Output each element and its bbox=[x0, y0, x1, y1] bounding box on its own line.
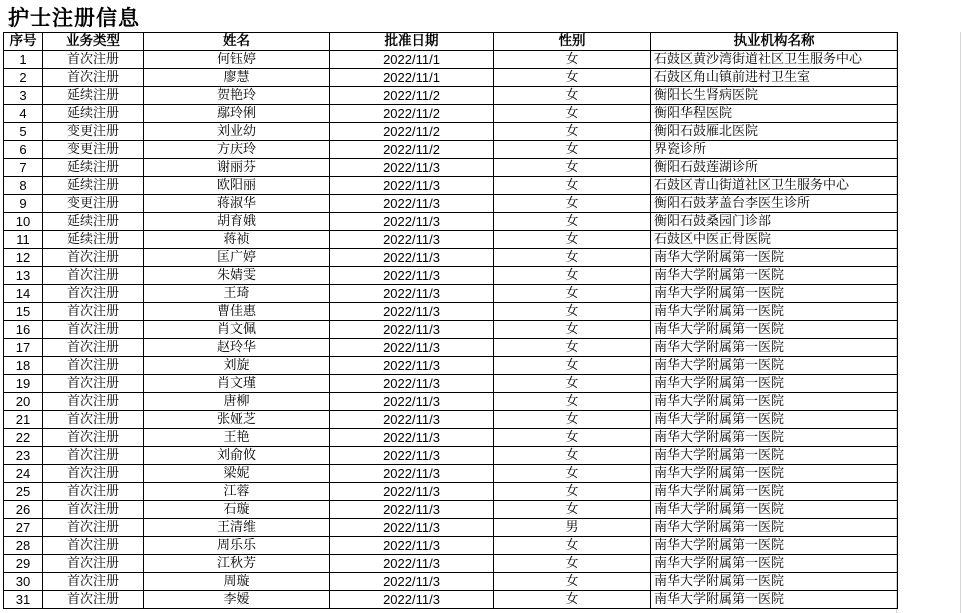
header-institution[interactable]: 执业机构名称 bbox=[651, 33, 898, 51]
table-row bbox=[4, 267, 898, 285]
cell-index[interactable]: 27 bbox=[4, 519, 43, 537]
cell-approval-date[interactable]: 2022/11/3 bbox=[330, 249, 494, 267]
cell-gender[interactable]: 女 bbox=[494, 573, 651, 591]
cell-approval-date[interactable]: 2022/11/2 bbox=[330, 105, 494, 123]
cell-institution[interactable]: 衡阳石鼓雁北医院 bbox=[651, 123, 898, 141]
cell-gender[interactable]: 女 bbox=[494, 177, 651, 195]
cell-institution[interactable]: 衡阳华程医院 bbox=[651, 105, 898, 123]
cell-institution[interactable]: 南华大学附属第一医院 bbox=[651, 411, 898, 429]
cell-index[interactable]: 24 bbox=[4, 465, 43, 483]
cell-name[interactable]: 王清维 bbox=[144, 519, 330, 537]
cell-institution[interactable]: 衡阳石鼓茅盖台李医生诊所 bbox=[651, 195, 898, 213]
table-row bbox=[4, 177, 898, 195]
cell-index[interactable]: 29 bbox=[4, 555, 43, 573]
cell-index[interactable]: 10 bbox=[4, 213, 43, 231]
cell-gender[interactable]: 女 bbox=[494, 537, 651, 555]
cell-institution[interactable]: 石鼓区青山街道社区卫生服务中心 bbox=[651, 177, 898, 195]
table-row bbox=[4, 141, 898, 159]
cell-approval-date[interactable]: 2022/11/3 bbox=[330, 285, 494, 303]
cell-approval-date[interactable]: 2022/11/3 bbox=[330, 501, 494, 519]
cell-approval-date[interactable]: 2022/11/3 bbox=[330, 213, 494, 231]
cell-institution[interactable]: 南华大学附属第一医院 bbox=[651, 483, 898, 501]
cell-index[interactable]: 6 bbox=[4, 141, 43, 159]
cell-approval-date[interactable]: 2022/11/3 bbox=[330, 321, 494, 339]
cell-institution[interactable]: 石鼓区黄沙湾街道社区卫生服务中心 bbox=[651, 51, 898, 69]
cell-gender[interactable]: 女 bbox=[494, 87, 651, 105]
cell-gender[interactable]: 女 bbox=[494, 141, 651, 159]
cell-gender[interactable]: 女 bbox=[494, 231, 651, 249]
cell-approval-date[interactable]: 2022/11/3 bbox=[330, 177, 494, 195]
cell-business-type[interactable]: 首次注册 bbox=[43, 483, 144, 501]
cell-approval-date[interactable]: 2022/11/1 bbox=[330, 69, 494, 87]
cell-approval-date[interactable]: 2022/11/3 bbox=[330, 447, 494, 465]
cell-institution[interactable]: 南华大学附属第一医院 bbox=[651, 249, 898, 267]
cell-institution[interactable]: 石鼓区中医正骨医院 bbox=[651, 231, 898, 249]
cell-name[interactable]: 梁妮 bbox=[144, 465, 330, 483]
cell-institution[interactable]: 衡阳石鼓莲湖诊所 bbox=[651, 159, 898, 177]
header-gender[interactable]: 性别 bbox=[494, 33, 651, 51]
cell-institution[interactable]: 南华大学附属第一医院 bbox=[651, 303, 898, 321]
cell-gender[interactable]: 女 bbox=[494, 483, 651, 501]
header-index[interactable]: 序号 bbox=[4, 33, 43, 51]
cell-business-type[interactable]: 首次注册 bbox=[43, 357, 144, 375]
cell-name[interactable]: 王琦 bbox=[144, 285, 330, 303]
cell-business-type[interactable]: 延续注册 bbox=[43, 87, 144, 105]
cell-business-type[interactable]: 首次注册 bbox=[43, 519, 144, 537]
cell-institution[interactable]: 南华大学附属第一医院 bbox=[651, 393, 898, 411]
cell-business-type[interactable]: 首次注册 bbox=[43, 267, 144, 285]
cell-index[interactable]: 21 bbox=[4, 411, 43, 429]
cell-institution[interactable]: 衡阳长生肾病医院 bbox=[651, 87, 898, 105]
cell-gender[interactable]: 女 bbox=[494, 159, 651, 177]
cell-name[interactable]: 肖文瑾 bbox=[144, 375, 330, 393]
cell-name[interactable]: 方庆玲 bbox=[144, 141, 330, 159]
nurse-registration-table bbox=[3, 32, 898, 609]
cell-gender[interactable]: 女 bbox=[494, 411, 651, 429]
cell-business-type[interactable]: 首次注册 bbox=[43, 393, 144, 411]
cell-gender[interactable]: 女 bbox=[494, 69, 651, 87]
cell-approval-date[interactable]: 2022/11/3 bbox=[330, 195, 494, 213]
cell-index[interactable]: 2 bbox=[4, 69, 43, 87]
cell-business-type[interactable]: 首次注册 bbox=[43, 555, 144, 573]
cell-gender[interactable]: 女 bbox=[494, 285, 651, 303]
cell-gender[interactable]: 女 bbox=[494, 339, 651, 357]
cell-business-type[interactable]: 首次注册 bbox=[43, 591, 144, 609]
cell-name[interactable]: 肖文佩 bbox=[144, 321, 330, 339]
cell-institution[interactable]: 南华大学附属第一医院 bbox=[651, 501, 898, 519]
cell-institution[interactable]: 南华大学附属第一医院 bbox=[651, 375, 898, 393]
cell-gender[interactable]: 女 bbox=[494, 465, 651, 483]
cell-index[interactable]: 8 bbox=[4, 177, 43, 195]
cell-approval-date[interactable]: 2022/11/3 bbox=[330, 429, 494, 447]
cell-index[interactable]: 23 bbox=[4, 447, 43, 465]
cell-gender[interactable]: 女 bbox=[494, 303, 651, 321]
cell-business-type[interactable]: 首次注册 bbox=[43, 69, 144, 87]
cell-approval-date[interactable]: 2022/11/3 bbox=[330, 267, 494, 285]
table-row bbox=[4, 591, 898, 609]
cell-name[interactable]: 江蓉 bbox=[144, 483, 330, 501]
header-approval-date[interactable]: 批准日期 bbox=[330, 33, 494, 51]
cell-business-type[interactable]: 延续注册 bbox=[43, 231, 144, 249]
cell-gender[interactable]: 女 bbox=[494, 429, 651, 447]
table-row bbox=[4, 231, 898, 249]
cell-business-type[interactable]: 首次注册 bbox=[43, 573, 144, 591]
cell-name[interactable]: 蒋淑华 bbox=[144, 195, 330, 213]
cell-business-type[interactable]: 首次注册 bbox=[43, 501, 144, 519]
cell-approval-date[interactable]: 2022/11/3 bbox=[330, 339, 494, 357]
cell-index[interactable]: 28 bbox=[4, 537, 43, 555]
cell-approval-date[interactable]: 2022/11/3 bbox=[330, 555, 494, 573]
cell-name[interactable]: 何钰婷 bbox=[144, 51, 330, 69]
cell-gender[interactable]: 女 bbox=[494, 375, 651, 393]
cell-institution[interactable]: 南华大学附属第一医院 bbox=[651, 555, 898, 573]
cell-gender[interactable]: 女 bbox=[494, 447, 651, 465]
cell-gender[interactable]: 男 bbox=[494, 519, 651, 537]
table-row bbox=[4, 321, 898, 339]
table-row bbox=[4, 375, 898, 393]
cell-institution[interactable]: 南华大学附属第一医院 bbox=[651, 519, 898, 537]
cell-business-type[interactable]: 首次注册 bbox=[43, 375, 144, 393]
cell-index[interactable]: 13 bbox=[4, 267, 43, 285]
table-row bbox=[4, 501, 898, 519]
cell-index[interactable]: 17 bbox=[4, 339, 43, 357]
cell-approval-date[interactable]: 2022/11/3 bbox=[330, 159, 494, 177]
cell-index[interactable]: 26 bbox=[4, 501, 43, 519]
cell-index[interactable]: 12 bbox=[4, 249, 43, 267]
cell-business-type[interactable]: 首次注册 bbox=[43, 339, 144, 357]
cell-name[interactable]: 谢丽芬 bbox=[144, 159, 330, 177]
cell-approval-date[interactable]: 2022/11/3 bbox=[330, 375, 494, 393]
cell-gender[interactable]: 女 bbox=[494, 357, 651, 375]
cell-name[interactable]: 刘旋 bbox=[144, 357, 330, 375]
cell-index[interactable]: 1 bbox=[4, 51, 43, 69]
cell-name[interactable]: 石璇 bbox=[144, 501, 330, 519]
cell-business-type[interactable]: 首次注册 bbox=[43, 303, 144, 321]
cell-index[interactable]: 7 bbox=[4, 159, 43, 177]
cell-institution[interactable]: 南华大学附属第一医院 bbox=[651, 429, 898, 447]
table-row bbox=[4, 195, 898, 213]
cell-gender[interactable]: 女 bbox=[494, 321, 651, 339]
table-row bbox=[4, 105, 898, 123]
cell-approval-date[interactable]: 2022/11/3 bbox=[330, 537, 494, 555]
cell-name[interactable]: 刘俞攸 bbox=[144, 447, 330, 465]
cell-index[interactable]: 3 bbox=[4, 87, 43, 105]
cell-institution[interactable]: 南华大学附属第一医院 bbox=[651, 357, 898, 375]
table-row bbox=[4, 51, 898, 69]
cell-index[interactable]: 15 bbox=[4, 303, 43, 321]
cell-name[interactable]: 鄢玲俐 bbox=[144, 105, 330, 123]
table-row bbox=[4, 357, 898, 375]
cell-approval-date[interactable]: 2022/11/2 bbox=[330, 87, 494, 105]
cell-business-type[interactable]: 延续注册 bbox=[43, 159, 144, 177]
cell-name[interactable]: 唐柳 bbox=[144, 393, 330, 411]
cell-approval-date[interactable]: 2022/11/3 bbox=[330, 357, 494, 375]
cell-institution[interactable]: 南华大学附属第一医院 bbox=[651, 285, 898, 303]
cell-name[interactable]: 周乐乐 bbox=[144, 537, 330, 555]
cell-institution[interactable]: 南华大学附属第一医院 bbox=[651, 573, 898, 591]
cell-business-type[interactable]: 变更注册 bbox=[43, 141, 144, 159]
cell-approval-date[interactable]: 2022/11/3 bbox=[330, 573, 494, 591]
cell-name[interactable]: 王艳 bbox=[144, 429, 330, 447]
cell-institution[interactable]: 南华大学附属第一医院 bbox=[651, 321, 898, 339]
cell-business-type[interactable]: 首次注册 bbox=[43, 285, 144, 303]
cell-business-type[interactable]: 首次注册 bbox=[43, 321, 144, 339]
cell-institution[interactable]: 石鼓区角山镇前进村卫生室 bbox=[651, 69, 898, 87]
cell-business-type[interactable]: 首次注册 bbox=[43, 537, 144, 555]
cell-institution[interactable]: 衡阳石鼓桑园门诊部 bbox=[651, 213, 898, 231]
cell-name[interactable]: 匡广婷 bbox=[144, 249, 330, 267]
cell-name[interactable]: 江秋芳 bbox=[144, 555, 330, 573]
cell-approval-date[interactable]: 2022/11/3 bbox=[330, 483, 494, 501]
cell-name[interactable]: 蒋祯 bbox=[144, 231, 330, 249]
table-row bbox=[4, 393, 898, 411]
cell-business-type[interactable]: 延续注册 bbox=[43, 177, 144, 195]
cell-institution[interactable]: 南华大学附属第一医院 bbox=[651, 537, 898, 555]
cell-index[interactable]: 19 bbox=[4, 375, 43, 393]
cell-business-type[interactable]: 延续注册 bbox=[43, 105, 144, 123]
cell-approval-date[interactable]: 2022/11/3 bbox=[330, 303, 494, 321]
cell-gender[interactable]: 女 bbox=[494, 249, 651, 267]
cell-business-type[interactable]: 首次注册 bbox=[43, 249, 144, 267]
cell-gender[interactable]: 女 bbox=[494, 51, 651, 69]
cell-approval-date[interactable]: 2022/11/3 bbox=[330, 465, 494, 483]
cell-approval-date[interactable]: 2022/11/3 bbox=[330, 231, 494, 249]
cell-institution[interactable]: 南华大学附属第一医院 bbox=[651, 267, 898, 285]
table-row bbox=[4, 87, 898, 105]
cell-business-type[interactable]: 变更注册 bbox=[43, 195, 144, 213]
table-row bbox=[4, 213, 898, 231]
cell-approval-date[interactable]: 2022/11/3 bbox=[330, 519, 494, 537]
table-row bbox=[4, 537, 898, 555]
table-row bbox=[4, 555, 898, 573]
cell-business-type[interactable]: 延续注册 bbox=[43, 213, 144, 231]
table-row bbox=[4, 159, 898, 177]
table-row bbox=[4, 339, 898, 357]
cell-index[interactable]: 30 bbox=[4, 573, 43, 591]
cell-approval-date[interactable]: 2022/11/1 bbox=[330, 51, 494, 69]
cell-business-type[interactable]: 首次注册 bbox=[43, 51, 144, 69]
cell-name[interactable]: 刘业幼 bbox=[144, 123, 330, 141]
cell-gender[interactable]: 女 bbox=[494, 123, 651, 141]
cell-gender[interactable]: 女 bbox=[494, 393, 651, 411]
cell-business-type[interactable]: 首次注册 bbox=[43, 429, 144, 447]
cell-name[interactable]: 欧阳丽 bbox=[144, 177, 330, 195]
table-row bbox=[4, 285, 898, 303]
table-row bbox=[4, 465, 898, 483]
table-row bbox=[4, 429, 898, 447]
sheet-title: 护士注册信息 bbox=[8, 6, 140, 30]
cell-index[interactable]: 16 bbox=[4, 321, 43, 339]
cell-name[interactable]: 朱婧雯 bbox=[144, 267, 330, 285]
header-business-type[interactable]: 业务类型 bbox=[43, 33, 144, 51]
cell-index[interactable]: 25 bbox=[4, 483, 43, 501]
cell-name[interactable]: 李嫒 bbox=[144, 591, 330, 609]
cell-name[interactable]: 曹佳惠 bbox=[144, 303, 330, 321]
cell-institution[interactable]: 南华大学附属第一医院 bbox=[651, 465, 898, 483]
cell-gender[interactable]: 女 bbox=[494, 267, 651, 285]
cell-name[interactable]: 张娅芝 bbox=[144, 411, 330, 429]
table-row bbox=[4, 303, 898, 321]
cell-index[interactable]: 14 bbox=[4, 285, 43, 303]
cell-approval-date[interactable]: 2022/11/2 bbox=[330, 141, 494, 159]
cell-approval-date[interactable]: 2022/11/2 bbox=[330, 123, 494, 141]
table-row bbox=[4, 249, 898, 267]
cell-name[interactable]: 周璇 bbox=[144, 573, 330, 591]
table-row bbox=[4, 573, 898, 591]
cell-index[interactable]: 11 bbox=[4, 231, 43, 249]
cell-index[interactable]: 4 bbox=[4, 105, 43, 123]
cell-gender[interactable]: 女 bbox=[494, 105, 651, 123]
cell-business-type[interactable]: 首次注册 bbox=[43, 447, 144, 465]
cell-institution[interactable]: 南华大学附属第一医院 bbox=[651, 447, 898, 465]
cell-gender[interactable]: 女 bbox=[494, 195, 651, 213]
table-body bbox=[4, 51, 898, 609]
cell-index[interactable]: 22 bbox=[4, 429, 43, 447]
table-row bbox=[4, 447, 898, 465]
cell-business-type[interactable]: 变更注册 bbox=[43, 123, 144, 141]
cell-institution[interactable]: 界瓷诊所 bbox=[651, 141, 898, 159]
table-row bbox=[4, 519, 898, 537]
sheet-gridline bbox=[960, 32, 961, 613]
header-name[interactable]: 姓名 bbox=[144, 33, 330, 51]
cell-gender[interactable]: 女 bbox=[494, 555, 651, 573]
cell-approval-date[interactable]: 2022/11/3 bbox=[330, 591, 494, 609]
cell-gender[interactable]: 女 bbox=[494, 213, 651, 231]
cell-name[interactable]: 赵玲华 bbox=[144, 339, 330, 357]
cell-index[interactable]: 31 bbox=[4, 591, 43, 609]
cell-business-type[interactable]: 首次注册 bbox=[43, 411, 144, 429]
cell-institution[interactable]: 南华大学附属第一医院 bbox=[651, 591, 898, 609]
table-row bbox=[4, 69, 898, 87]
table-row bbox=[4, 411, 898, 429]
cell-index[interactable]: 20 bbox=[4, 393, 43, 411]
cell-name[interactable]: 廖慧 bbox=[144, 69, 330, 87]
cell-name[interactable]: 贺艳玲 bbox=[144, 87, 330, 105]
cell-index[interactable]: 9 bbox=[4, 195, 43, 213]
cell-approval-date[interactable]: 2022/11/3 bbox=[330, 393, 494, 411]
table-row bbox=[4, 483, 898, 501]
table-row bbox=[4, 123, 898, 141]
cell-business-type[interactable]: 首次注册 bbox=[43, 465, 144, 483]
cell-index[interactable]: 18 bbox=[4, 357, 43, 375]
cell-gender[interactable]: 女 bbox=[494, 501, 651, 519]
cell-gender[interactable]: 女 bbox=[494, 591, 651, 609]
header-row bbox=[4, 33, 898, 51]
cell-approval-date[interactable]: 2022/11/3 bbox=[330, 411, 494, 429]
cell-name[interactable]: 胡育娥 bbox=[144, 213, 330, 231]
cell-index[interactable]: 5 bbox=[4, 123, 43, 141]
cell-institution[interactable]: 南华大学附属第一医院 bbox=[651, 339, 898, 357]
